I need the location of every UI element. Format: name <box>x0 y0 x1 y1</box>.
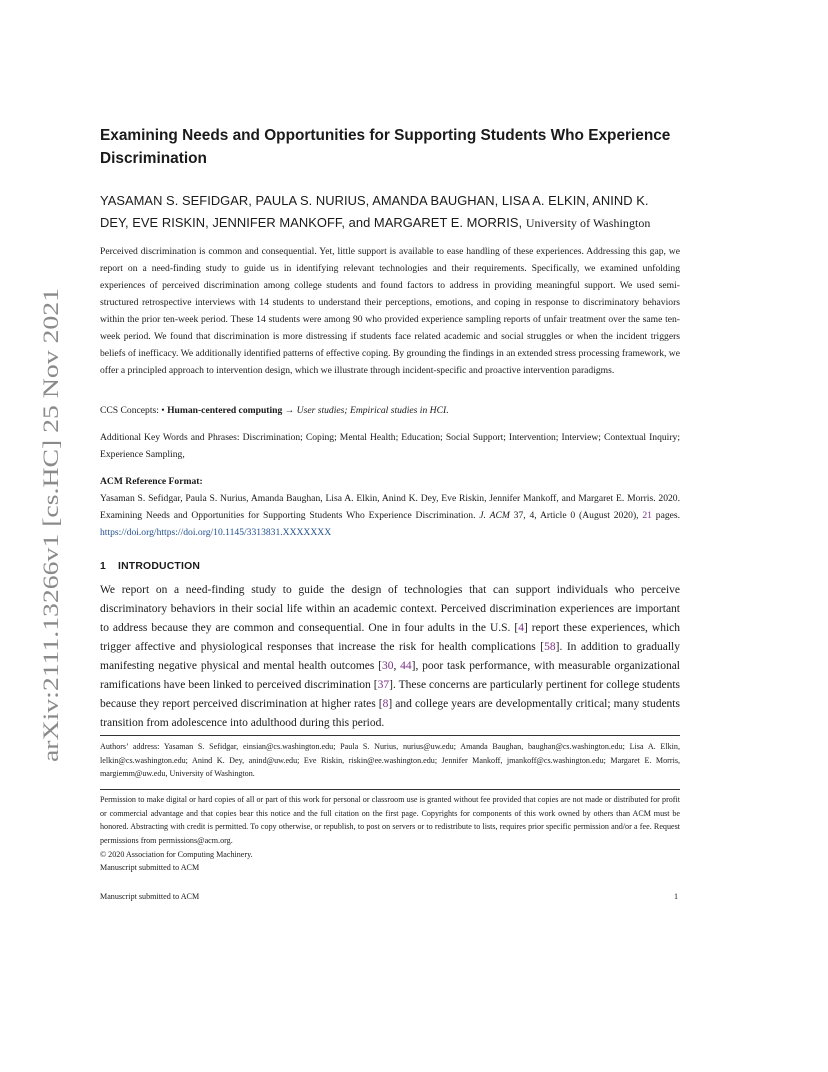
intro-text: ]. These concerns are particularly pertinent for college students because they report perceived discrimination at higher rates [ <box>100 679 681 711</box>
citation-link[interactable]: 58 <box>544 641 556 654</box>
section-number: 1 <box>100 561 106 572</box>
footnote-divider <box>100 735 680 736</box>
keywords: Additional Key Words and Phrases: Discrimination; Coping; Mental Health; Education; Social Support; Intervention; Interview; Contextual Inquiry; Experience Sampling, <box>100 432 680 460</box>
citation-link[interactable]: 37 <box>377 679 390 692</box>
abstract: Perceived discrimination is common and consequential. Yet, little support is available to ease handling of these experiences. Addressing this gap, we report on a need-finding study to guide us in identifying relevant technologies and their requirements. Specifically, we examined unfolding experiences of perceived discrimination among college students and found factors to address in providing meaningful support. We used semi-structured retrospective interviews with 14 students to understand their perceptions, emotions, and coping in response to discriminatory behaviors within the prior ten-week period. These 14 students were among 90 who provided experience sampling reports of unfair treatment over the same ten-week period. We found that discrimination is more distressing if students face related academic and social struggles or when the incident triggers beliefs of inefficacy. We additionally identified patterns of effective coping. By grounding the findings in an extended stress processing framework, we offer a principled approach to intervention design, which we illustrate through incident-specific and proactive intervention paradigms. <box>100 246 680 377</box>
arxiv-stamp <box>20 286 72 762</box>
authors-line-2: DEY, EVE RISKIN, JENNIFER MANKOFF, and MARGARET E. MORRIS, <box>100 215 523 230</box>
acm-ref-heading: ACM Reference Format: <box>100 476 203 487</box>
intro-text: ] report these experiences, which trigger affective and physiological responses that increase the risk for health complications [ <box>100 622 681 654</box>
authors-line-1: YASAMAN S. SEFIDGAR, PAULA S. NURIUS, AMANDA BAUGHAN, LISA A. ELKIN, ANIND K. <box>100 193 649 208</box>
author-list <box>100 190 700 234</box>
paper-title <box>100 124 700 170</box>
permission-divider <box>100 789 680 790</box>
citation-link[interactable]: 8 <box>382 698 389 711</box>
permission-notice: Permission to make digital or hard copies of all or part of this work for personal or classroom use is granted without fee provided that copies are not made or distributed for profit or commercial advantage and that copies bear this notice and the full citation on the first page. Copyrights for components of this work owned by others than ACM must be honored. Abstracting with credit is permitted. To copy otherwise, or republish, to post on servers or to redistribute to lists, requires prior specific permission and/or a fee. Request permissions from permissions@acm.org. <box>100 795 680 845</box>
acm-ref-body <box>100 490 680 541</box>
ccs-end: . <box>446 405 449 416</box>
citation-link[interactable]: 4 <box>518 622 524 635</box>
copyright-notice: © 2020 Association for Computing Machinery. <box>100 850 253 859</box>
intro-text: ], poor task performance, with measurable organizational ramifications have been linked to perceived discrimination [ <box>100 660 681 692</box>
ccs-italic: User studies; Empirical studies in HCI <box>296 405 447 416</box>
acm-ref-text-b: 37, 4, Article 0 (August 2020), <box>509 510 643 521</box>
intro-text: , <box>393 660 401 673</box>
citation-link[interactable]: 44 <box>400 660 412 673</box>
citation-link[interactable]: 30 <box>381 660 394 673</box>
acm-ref-text-c: pages. <box>651 510 681 521</box>
intro-paragraph <box>100 581 680 733</box>
affiliation: University of Washington <box>525 216 651 230</box>
title-line-1: Examining Needs and Opportunities for Supporting Students Who Experience <box>100 127 671 144</box>
acm-ref-journal: J. ACM <box>479 510 510 521</box>
page-number: 1 <box>674 892 679 901</box>
section-heading <box>100 558 200 576</box>
footer-left: Manuscript submitted to ACM <box>100 892 200 901</box>
arxiv-stamp-text: arXiv:2111.13266v1 [cs.HC] 25 Nov 2021 <box>38 386 63 762</box>
ccs-prefix: CCS Concepts: • <box>100 405 168 416</box>
ccs-concepts <box>100 402 680 419</box>
ccs-bold: Human-centered computing <box>167 405 283 416</box>
ccs-arrow: → <box>282 405 297 416</box>
doi-link[interactable]: https://doi.org/https://doi.org/10.1145/3313831.XXXXXXX <box>100 527 332 538</box>
section-title: INTRODUCTION <box>118 561 201 572</box>
intro-text: We report on a need-finding study to guide the design of technologies that can support individuals who perceive discriminatory behaviors in their social life within an academic context. Perceived discrimination experiences are important to address because they are common and consequential. One in four adults in the U.S. [ <box>100 584 680 635</box>
manuscript-note: Manuscript submitted to ACM <box>100 863 200 872</box>
title-line-2: Discrimination <box>100 150 207 167</box>
pages-link[interactable]: 21 <box>642 510 652 521</box>
intro-text: ] and college years are developmentally critical; many students transition from adolescence into adulthood during this period. <box>100 698 680 730</box>
acm-ref-text-a: Yasaman S. Sefidgar, Paula S. Nurius, Amanda Baughan, Lisa A. Elkin, Anind K. Dey, Eve Riskin, Jennifer Mankoff, and Margaret E. Morris. 2020. Examining Needs and Opportunities for Supporting Students Who Experience Discrimination. <box>100 493 680 521</box>
intro-text: ]. In addition to gradually manifesting negative physical and mental health outcomes [ <box>100 641 680 673</box>
authors-address: Authors’ address: Yasaman S. Sefidgar, einsian@cs.washington.edu; Paula S. Nurius, nurius@uw.edu; Amanda Baughan, baughan@cs.washington.edu; Lisa A. Elkin, lelkin@cs.washington.edu; Anind K. Dey, anind@uw.edu; Eve Riskin, riskin@ee.washington.edu; Jennifer Mankoff, jmankoff@cs.washington.edu; Margaret E. Morris, margiemm@uw.edu, University of Washington. <box>100 742 680 778</box>
